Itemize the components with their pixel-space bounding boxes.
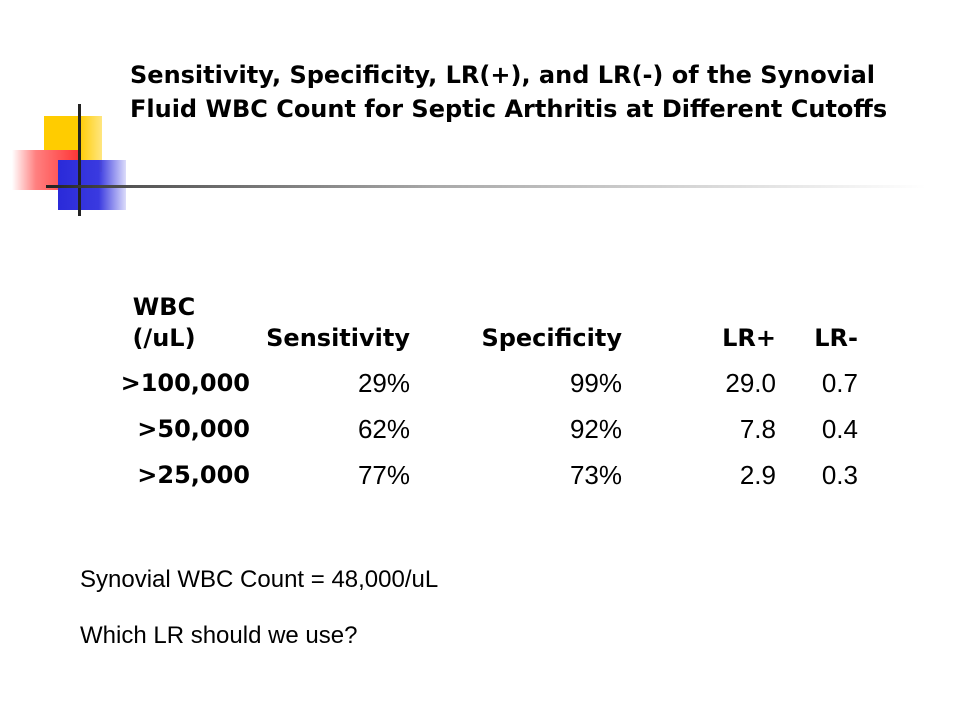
slide-title: Sensitivity, Specificity, LR(+), and LR(-) of the Synovial Fluid WBC Count for Septic Arthritis at Different Cutoffs <box>130 61 888 123</box>
header-sensitivity: Sensitivity <box>266 324 410 352</box>
table-row <box>78 452 858 498</box>
cell-specificity: 92% <box>569 413 622 444</box>
header-wbc-line2: (/uL) <box>132 324 196 352</box>
decor-vertical-line <box>78 104 81 216</box>
cell-sensitivity: 29% <box>357 367 410 398</box>
cell-lr-pos: 7.8 <box>739 413 776 444</box>
table-row <box>78 360 858 406</box>
wbc-count-note: Synovial WBC Count = 48,000/uL <box>80 566 439 593</box>
cell-specificity: 73% <box>569 459 622 490</box>
cell-lr-neg: 0.7 <box>821 367 858 398</box>
cell-cutoff: >100,000 <box>120 369 250 397</box>
cell-sensitivity: 77% <box>357 459 410 490</box>
cell-lr-pos: 29.0 <box>725 367 776 398</box>
cell-sensitivity: 62% <box>357 413 410 444</box>
cell-specificity: 99% <box>569 367 622 398</box>
cell-lr-neg: 0.4 <box>821 413 858 444</box>
question-note: Which LR should we use? <box>80 622 358 649</box>
header-wbc <box>78 292 250 360</box>
table-row <box>78 406 858 452</box>
cell-cutoff: >25,000 <box>137 461 250 489</box>
decor-title-underline <box>46 185 926 188</box>
cell-lr-pos: 2.9 <box>739 459 776 490</box>
header-lr-pos: LR+ <box>722 324 776 352</box>
header-wbc-line1: WBC <box>132 293 196 321</box>
header-specificity: Specificity <box>481 324 622 352</box>
header-lr-neg: LR- <box>814 324 858 352</box>
cell-lr-neg: 0.3 <box>821 459 858 490</box>
table-header-row <box>78 292 858 360</box>
cell-cutoff: >50,000 <box>137 415 250 443</box>
wbc-cutoff-table <box>78 292 858 498</box>
